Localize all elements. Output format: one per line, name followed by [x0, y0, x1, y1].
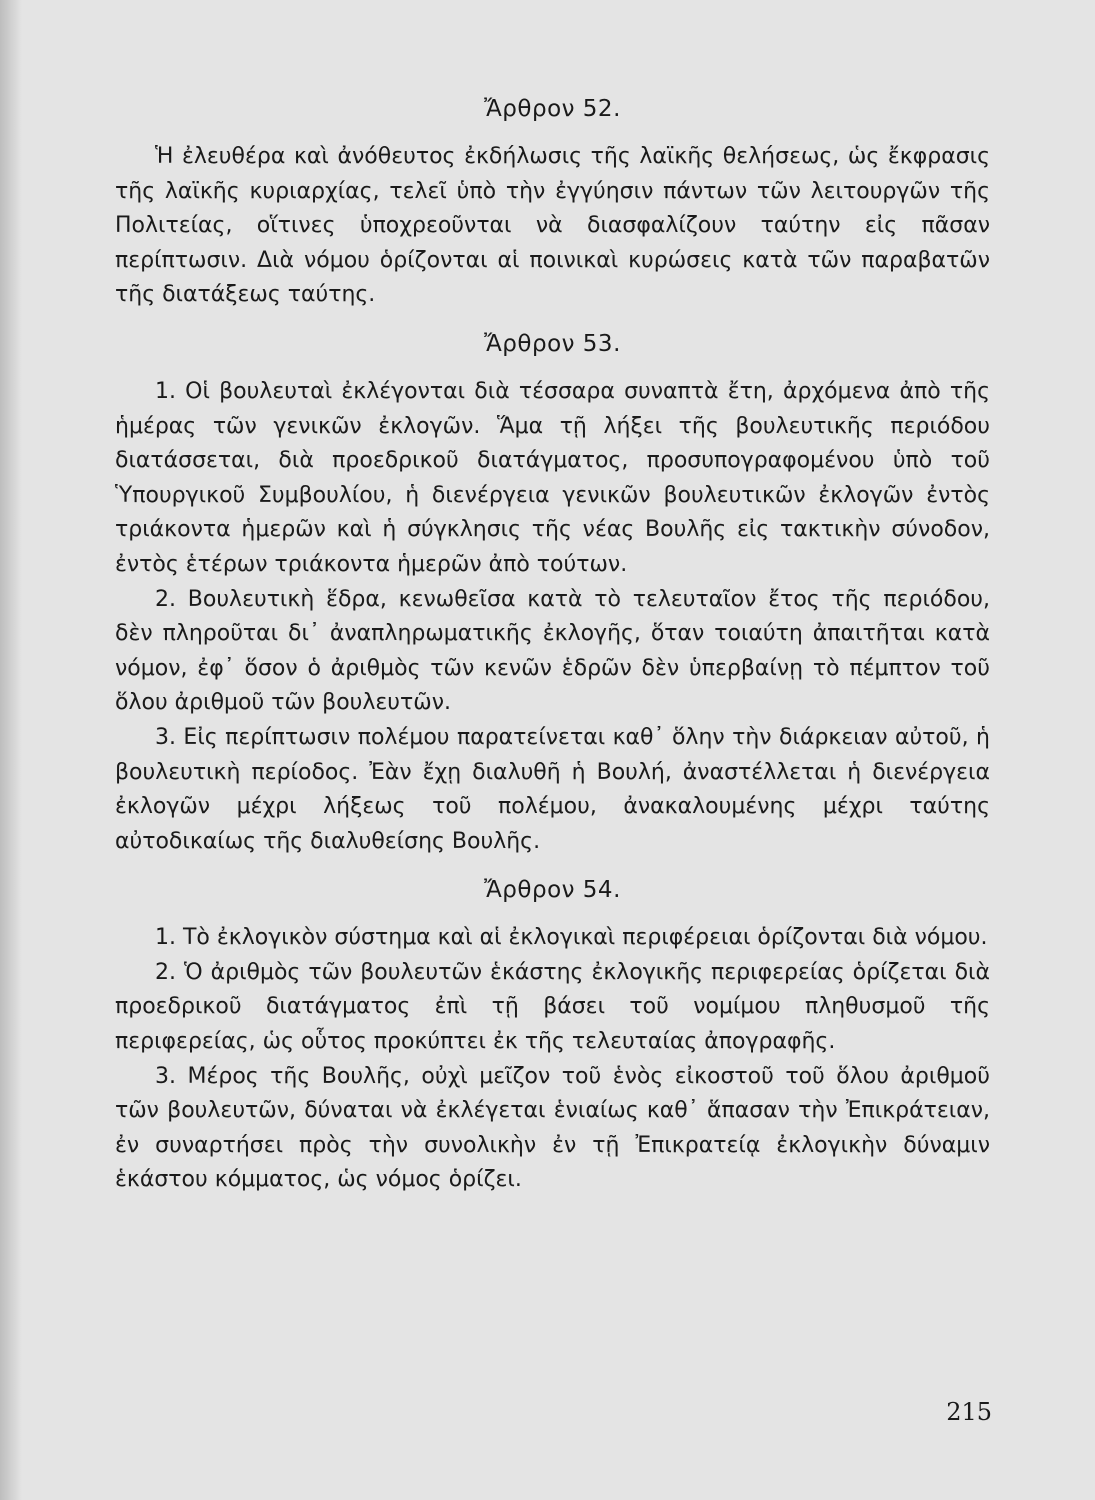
article-54-paragraph-2: 2. Ὁ ἀριθμὸς τῶν βουλευτῶν ἑκάστης ἐκλογικῆς περιφερείας ὁρίζεται διὰ προεδρικοῦ διατάγματος ἐπὶ τῇ βάσει τοῦ νομίμου πληθυσμοῦ τῆς περιφερείας, ὡς οὗτος προκύπτει ἐκ τῆς τελευταίας ἀπογραφῆς. — [115, 959, 990, 1055]
article-54-heading: Ἄρθρον 54. — [484, 877, 621, 904]
article-54-paragraph-3: 3. Μέρος τῆς Βουλῆς, οὐχὶ μεῖζον τοῦ ἑνὸς εἰκοστοῦ τοῦ ὅλου ἀριθμοῦ τῶν βουλευτῶν, δύναται νὰ ἐκλέγεται ἑνιαίως καθ᾽ ἅπασαν τὴν Ἐπικράτειαν, ἐν συναρτήσει πρὸς τὴν συνολικὴν ἐν τῇ Ἐπικρατείᾳ ἐκλογικὴν δύναμιν ἑκάστου κόμματος, ὡς νόμος ὁρίζει. — [115, 1063, 990, 1193]
article-53-paragraph-3: 3. Εἰς περίπτωσιν πολέμου παρατείνεται καθ᾽ ὅλην τὴν διάρκειαν αὐτοῦ, ἡ βουλευτικὴ περίοδος. Ἐὰν ἔχῃ διαλυθῆ ἡ Βουλή, ἀναστέλλεται ἡ διενέργεια ἐκλογῶν μέχρι λήξεως τοῦ πολέμου, ἀνακαλουμένης μέχρι ταύτης αὐτοδικαίως τῆς διαλυθείσης Βουλῆς. — [115, 724, 990, 854]
article-53-paragraph-1: 1. Οἱ βουλευταὶ ἐκλέγονται διὰ τέσσαρα συναπτὰ ἔτη, ἀρχόμενα ἀπὸ τῆς ἡμέρας τῶν γενικῶν ἐκλογῶν. Ἅμα τῇ λήξει τῆς βουλευτικῆς περιόδου διατάσσεται, διὰ προεδρικοῦ διατάγματος, προσυπογραφομένου ὑπὸ τοῦ Ὑπουργικοῦ Συμβουλίου, ἡ διενέργεια γενικῶν βουλευτικῶν ἐκλογῶν ἐντὸς τριάκοντα ἡμερῶν καὶ ἡ σύγκλησις τῆς νέας Βουλῆς εἰς τακτικὴν σύνοδον, ἐντὸς ἑτέρων τριάκοντα ἡμερῶν ἀπὸ τούτων. — [115, 378, 990, 577]
article-52-paragraph: Ἡ ἐλευθέρα καὶ ἀνόθευτος ἐκδήλωσις τῆς λαϊκῆς θελήσεως, ὡς ἔκφρασις τῆς λαϊκῆς κυριαρχίας, τελεῖ ὑπὸ τὴν ἐγγύησιν πάντων τῶν λειτουργῶν τῆς Πολιτείας, οἵτινες ὑποχρεοῦνται νὰ διασφαλίζουν ταύτην εἰς πᾶσαν περίπτωσιν. Διὰ νόμου ὁρίζονται αἱ ποινικαὶ κυρώσεις κατὰ τῶν παραβατῶν τῆς διατάξεως ταύτης. — [115, 144, 990, 308]
article-53-heading: Ἄρθρον 53. — [484, 330, 621, 357]
page-number: 215 — [946, 1398, 992, 1426]
article-54-paragraph-1: 1. Τὸ ἐκλογικὸν σύστημα καὶ αἱ ἐκλογικαὶ περιφέρειαι ὁρίζονται διὰ νόμου. — [155, 925, 988, 951]
article-52 — [115, 92, 990, 313]
article-53-paragraph-2: 2. Βουλευτικὴ ἕδρα, κενωθεῖσα κατὰ τὸ τελευταῖον ἔτος τῆς περιόδου, δὲν πληροῦται δι᾽ ἀναπληρωματικῆς ἐκλογῆς, ὅταν τοιαύτη ἀπαιτῆται κατὰ νόμον, ἐφ᾽ ὅσον ὁ ἀριθμὸς τῶν κενῶν ἑδρῶν δὲν ὑπερβαίνῃ τὸ πέμπτον τοῦ ὅλου ἀριθμοῦ τῶν βουλευτῶν. — [115, 586, 990, 716]
body-text — [115, 92, 990, 1212]
article-53 — [115, 327, 990, 859]
article-52-heading: Ἄρθρον 52. — [484, 96, 621, 122]
article-54 — [115, 873, 990, 1198]
